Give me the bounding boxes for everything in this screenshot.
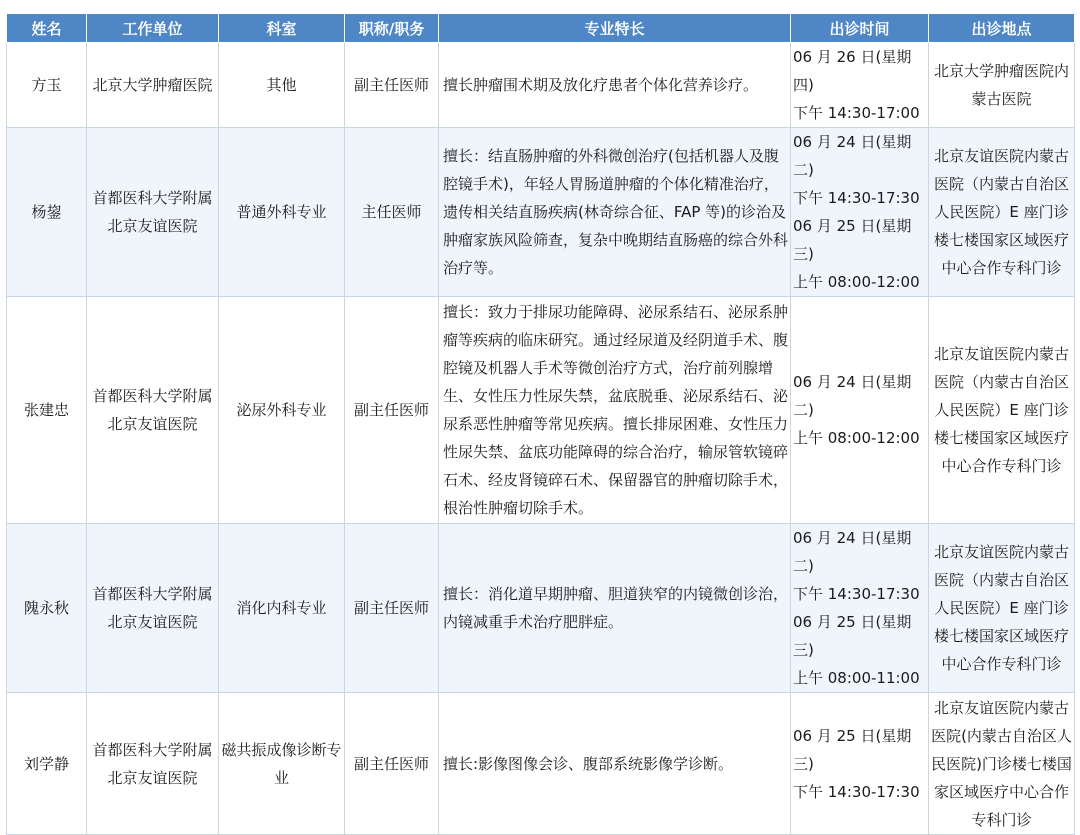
doctor-name: 隗永秋: [7, 524, 87, 693]
clinic-time: 06 月 24 日(星期二) 下午 14:30-17:30 06 月 25 日(星期三) 上午 08:00-11:00: [791, 524, 929, 693]
doctor-name: 方玉: [7, 43, 87, 128]
table-row: [7, 693, 1075, 835]
work-unit: 首都医科大学附属 北京友谊医院: [87, 297, 219, 524]
header-specialty: 专业特长: [439, 14, 791, 43]
header-title: 职称/职务: [345, 14, 439, 43]
clinic-time: 06 月 25 日(星期三) 下午 14:30-17:30: [791, 693, 929, 835]
clinic-place: 北京友谊医院内蒙古医院（内蒙古自治区人民医院）E 座门诊楼七楼国家区域医疗中心合作专科门诊: [929, 128, 1075, 297]
department: 消化内科专业: [219, 524, 345, 693]
job-title: 副主任医师: [345, 693, 439, 835]
department: 其他: [219, 43, 345, 128]
department: 普通外科专业: [219, 128, 345, 297]
header-place: 出诊地点: [929, 14, 1075, 43]
doctor-name: 杨鋆: [7, 128, 87, 297]
specialty: 擅长肿瘤围术期及放化疗患者个体化营养诊疗。: [439, 43, 791, 128]
specialty: 擅长：致力于排尿功能障碍、泌尿系结石、泌尿系肿瘤等疾病的临床研究。通过经尿道及经阴道手术、腹腔镜及机器人手术等微创治疗方式，治疗前列腺增生、女性压力性尿失禁，盆底脱垂、泌尿系结石、泌尿系恶性肿瘤等常见疾病。擅长排尿困难、女性压力性尿失禁、盆底功能障碍的综合治疗，输尿管软镜碎石术、经皮肾镜碎石术、保留器官的肿瘤切除手术，根治性肿瘤切除手术。: [439, 297, 791, 524]
table-header-row: [7, 14, 1075, 43]
specialty: 擅长：结直肠肿瘤的外科微创治疗(包括机器人及腹腔镜手术)，年轻人胃肠道肿瘤的个体化精准治疗，遗传相关结直肠疾病(林奇综合征、FAP 等)的诊治及肿瘤家族风险筛查，复杂中晚期结直肠癌的综合外科治疗等。: [439, 128, 791, 297]
clinic-place: 北京友谊医院内蒙古医院（内蒙古自治区人民医院）E 座门诊楼七楼国家区域医疗中心合作专科门诊: [929, 297, 1075, 524]
clinic-schedule-table: [6, 13, 1075, 835]
clinic-time: 06 月 24 日(星期二) 下午 14:30-17:30 06 月 25 日(星期三) 上午 08:00-12:00: [791, 128, 929, 297]
clinic-place: 北京友谊医院内蒙古医院（内蒙古自治区人民医院）E 座门诊楼七楼国家区域医疗中心合作专科门诊: [929, 524, 1075, 693]
work-unit: 首都医科大学附属 北京友谊医院: [87, 693, 219, 835]
table-row: [7, 297, 1075, 524]
clinic-place: 北京友谊医院内蒙古医院(内蒙古自治区人民医院)门诊楼七楼国家区域医疗中心合作专科门诊: [929, 693, 1075, 835]
header-time: 出诊时间: [791, 14, 929, 43]
clinic-time: 06 月 26 日(星期四) 下午 14:30-17:00: [791, 43, 929, 128]
header-unit: 工作单位: [87, 14, 219, 43]
header-name: 姓名: [7, 14, 87, 43]
department: 泌尿外科专业: [219, 297, 345, 524]
schedule-table-container: [6, 13, 1074, 835]
work-unit: 北京大学肿瘤医院: [87, 43, 219, 128]
clinic-time: 06 月 24 日(星期二) 上午 08:00-12:00: [791, 297, 929, 524]
table-row: [7, 43, 1075, 128]
header-dept: 科室: [219, 14, 345, 43]
doctor-name: 刘学静: [7, 693, 87, 835]
job-title: 主任医师: [345, 128, 439, 297]
job-title: 副主任医师: [345, 297, 439, 524]
work-unit: 首都医科大学附属 北京友谊医院: [87, 524, 219, 693]
job-title: 副主任医师: [345, 524, 439, 693]
clinic-place: 北京大学肿瘤医院内蒙古医院: [929, 43, 1075, 128]
work-unit: 首都医科大学附属 北京友谊医院: [87, 128, 219, 297]
table-row: [7, 524, 1075, 693]
specialty: 擅长：消化道早期肿瘤、胆道狭窄的内镜微创诊治，内镜减重手术治疗肥胖症。: [439, 524, 791, 693]
department: 磁共振成像诊断专业: [219, 693, 345, 835]
specialty: 擅长:影像图像会诊、腹部系统影像学诊断。: [439, 693, 791, 835]
job-title: 副主任医师: [345, 43, 439, 128]
doctor-name: 张建忠: [7, 297, 87, 524]
table-row: [7, 128, 1075, 297]
